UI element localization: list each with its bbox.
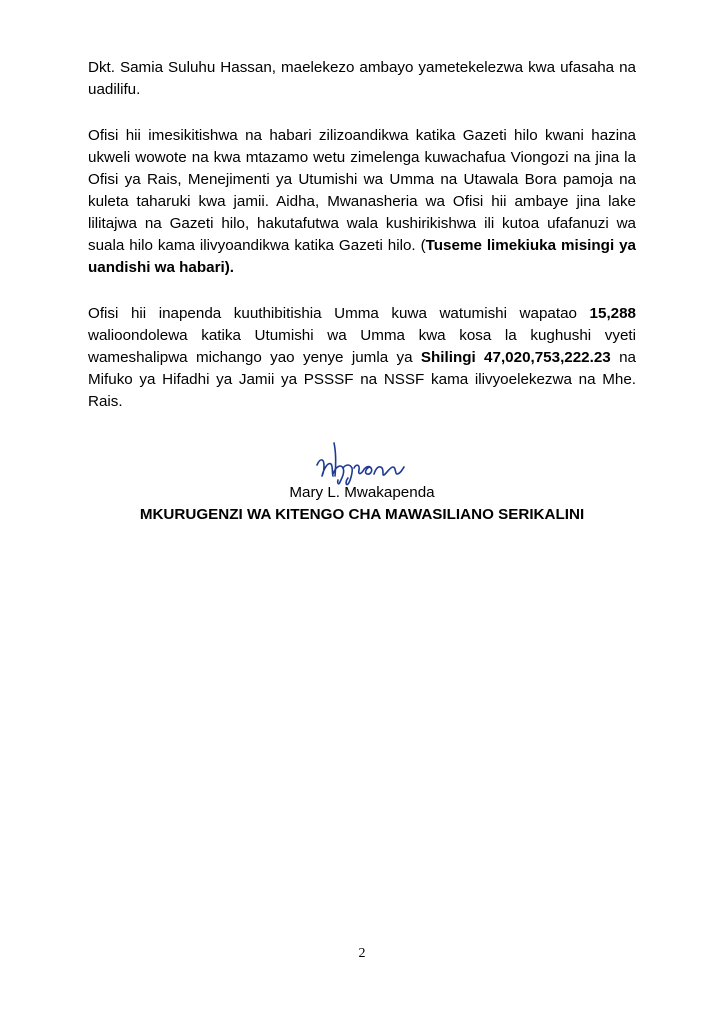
payment-amount: Shilingi 47,020,753,222.23	[420, 349, 611, 366]
paragraph-2	[88, 125, 636, 279]
page-number: 2	[358, 946, 366, 961]
paragraph-2-bold-remark: Tuseme limekiuka misingi ya uandishi wa habari).	[88, 237, 636, 276]
handwritten-signature	[312, 440, 422, 486]
paragraph-3	[88, 303, 636, 413]
paragraph-1	[88, 57, 636, 101]
paragraph-3-text-b: walioondolewa katika Utumishi wa Umma kwa kosa la kughushi vyeti wameshalipwa michango yao yenye jumla ya	[88, 327, 636, 366]
paragraph-2-text: Ofisi hii imesikitishwa na habari zilizoandikwa katika Gazeti hilo kwani hazina ukweli wowote na kwa mtazamo wetu zimelenga kuwachafua Viongozi na jina la Ofisi ya Rais, Menejimenti ya Utumishi wa Umma na Utawala Bora pamoja na kuleta taharuki kwa jamii. Aidha, Mwanasheria wa Ofisi hii ambaye jina lake lilitajwa na Gazeti hilo, hakutafutwa wala kushirikishwa ili kutoa ufafanuzi wa suala hilo kama ilivyoandikwa katika Gazeti hilo. (	[88, 127, 636, 254]
signatory-name: Mary L. Mwakapenda	[289, 484, 435, 501]
employee-count: 15,288	[589, 305, 636, 322]
paragraph-3-text-a: Ofisi hii inapenda kuuthibitishia Umma kuwa watumishi wapatao	[88, 305, 590, 322]
paragraph-1-text: Dkt. Samia Suluhu Hassan, maelekezo ambayo yametekelezwa kwa ufasaha na uadilifu.	[88, 59, 636, 98]
signatory-title: MKURUGENZI WA KITENGO CHA MAWASILIANO SERIKALINI	[139, 506, 585, 523]
paragraph-3-text-c: na Mifuko ya Hifadhi ya Jamii ya PSSSF na NSSF kama ilivyoelekezwa na Mhe. Rais.	[88, 349, 636, 410]
